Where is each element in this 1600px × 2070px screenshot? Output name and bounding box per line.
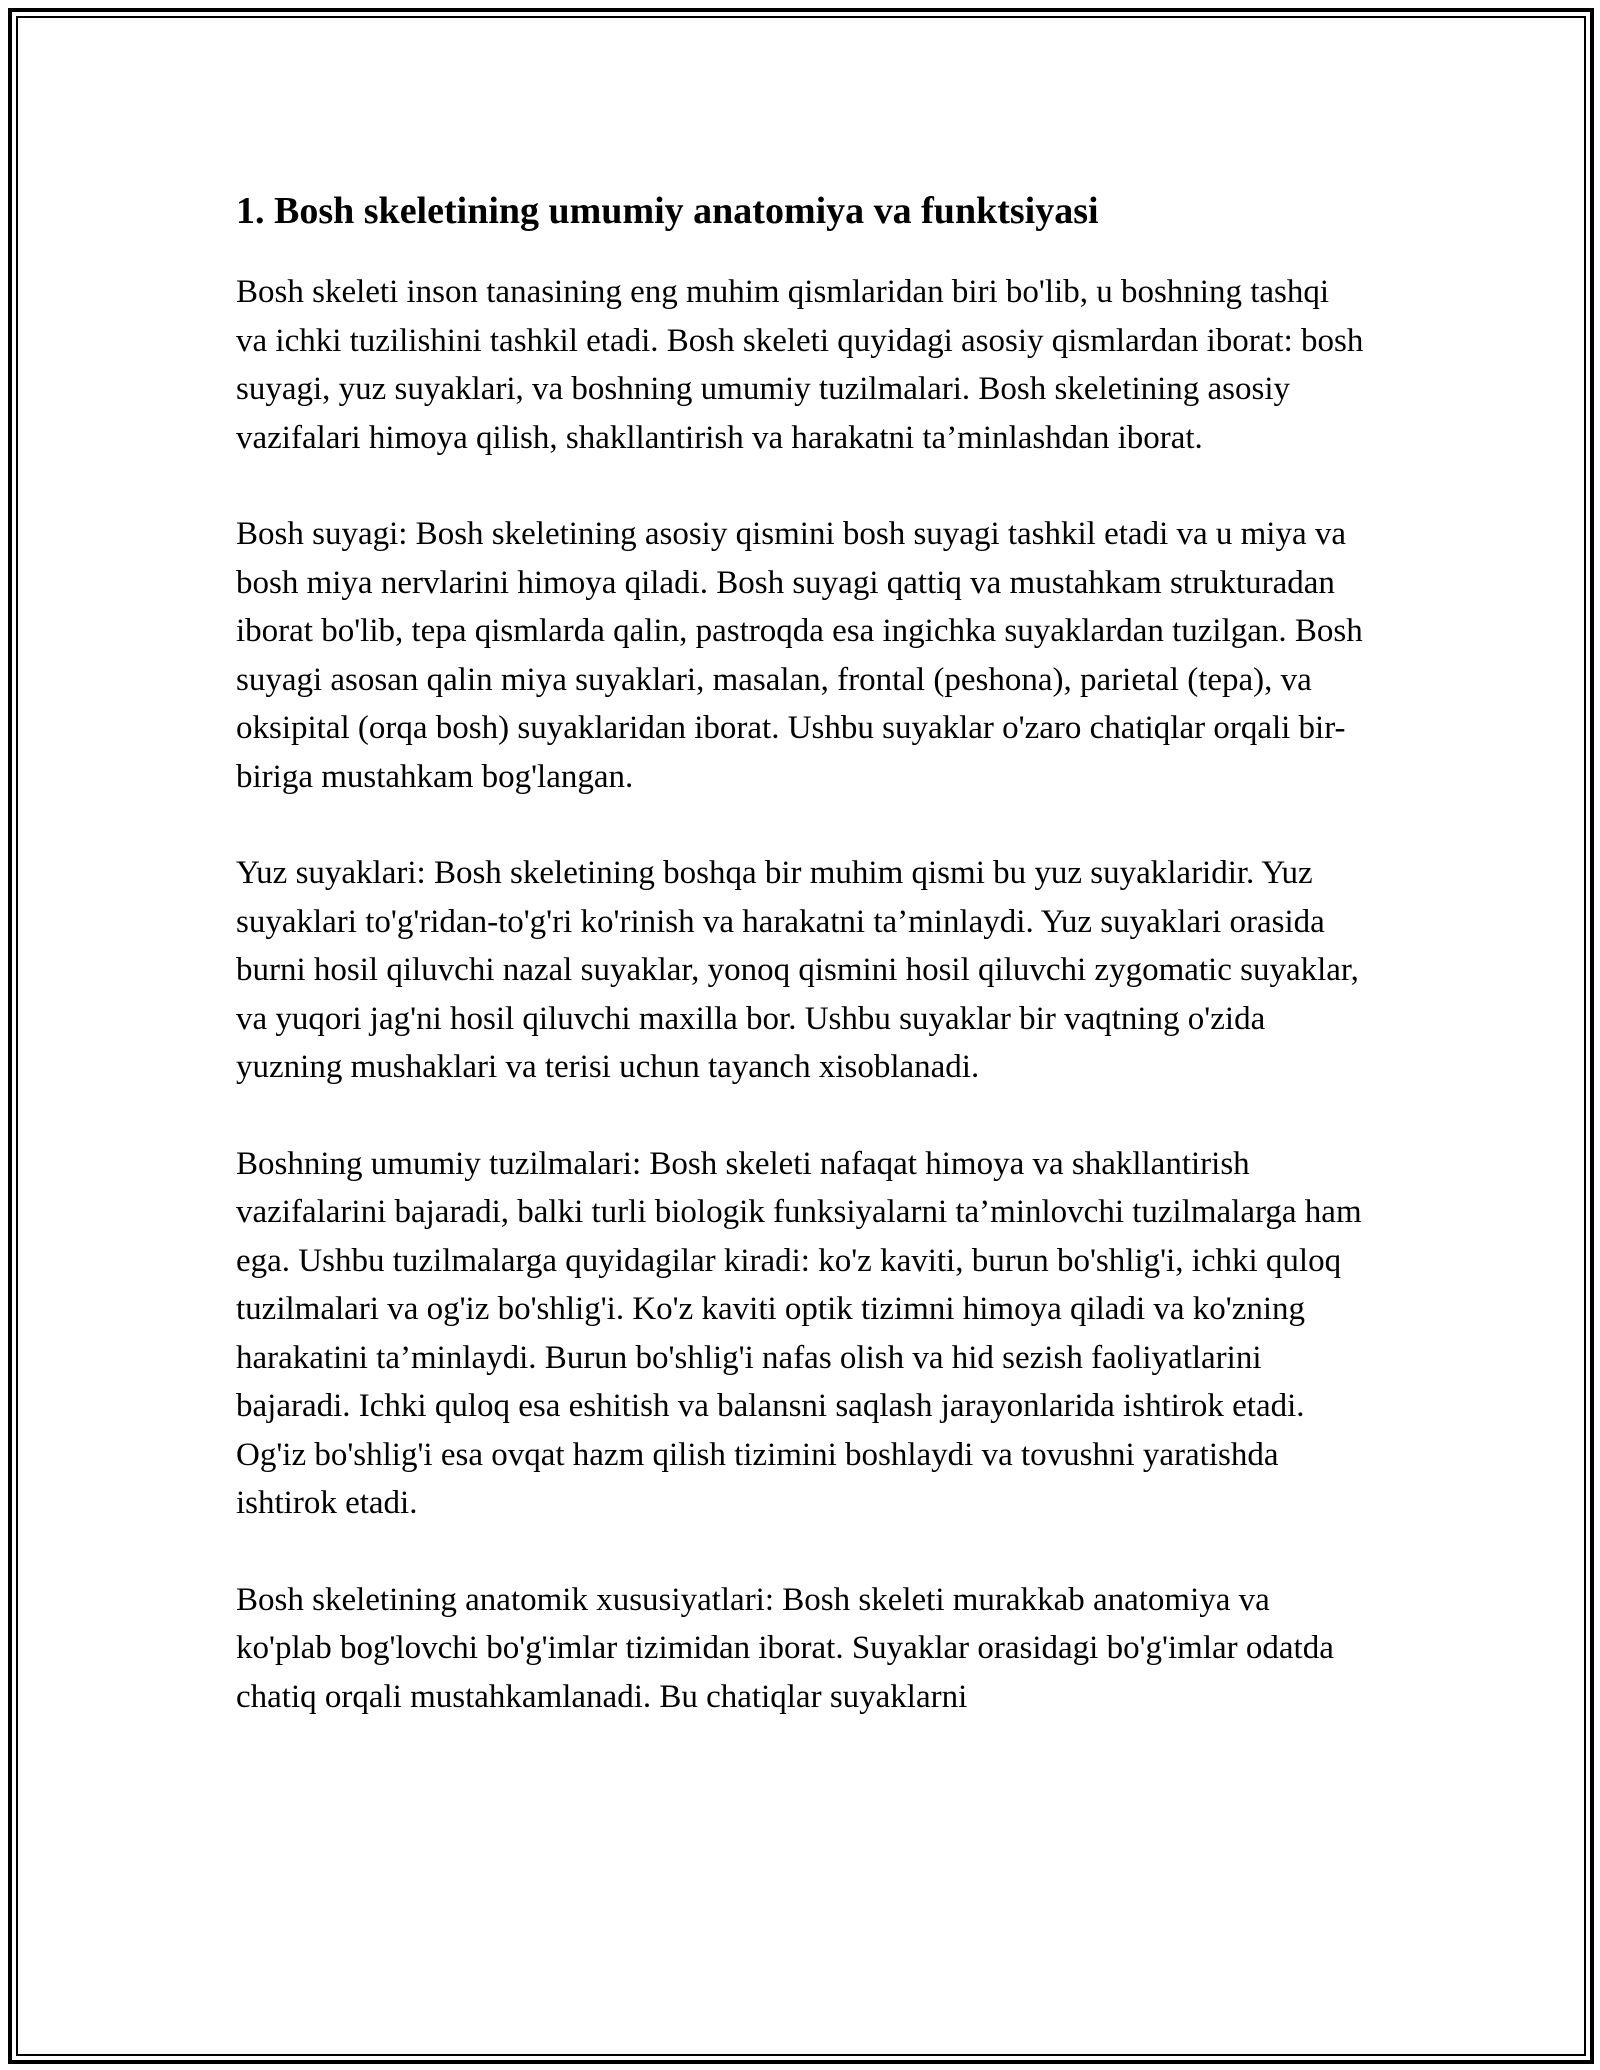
paragraph-yuz-suyaklari: Yuz suyaklari: Bosh skeletining boshqa bir muhim qismi bu yuz suyaklaridir. Yuz suyaklari to'g'ridan-to'g'ri ko'rinish va harakatni ta’minlaydi. Yuz suyaklari orasida burni hosil qiluvchi nazal suyaklar, yonoq qismini hosil qiluvchi zygomatic suyaklar, va yuqori jag'ni hosil qiluvchi maxilla bor. Ushbu suyaklar bir vaqtning o'zida yuzning mushaklari va terisi uchun tayanch xisoblanadi. — [236, 855, 1359, 1085]
paragraph-intro: Bosh skeleti inson tanasining eng muhim qismlaridan biri bo'lib, u boshning tashqi va ichki tuzilishini tashkil etadi. Bosh skeleti quyidagi asosiy qismlardan iborat: bosh suyagi, yuz suyaklari, va boshning umumiy tuzilmalari. Bosh skeletining asosiy vazifalari himoya qilish, shakllantirish va harakatni ta’minlashdan iborat. — [236, 274, 1364, 456]
paragraph-bosh-suyagi: Bosh suyagi: Bosh skeletining asosiy qismini bosh suyagi tashkil etadi va u miya va bosh miya nervlarini himoya qiladi. Bosh suyagi qattiq va mustahkam strukturadan iborat bo'lib, tepa qismlarda qalin, pastroqda esa ingichka suyaklardan tuzilgan. Bosh suyagi asosan qalin miya suyaklari, masalan, frontal (peshona), parietal (tepa), va oksipital (orqa bosh) suyaklaridan iborat. Ushbu suyaklar o'zaro chatiqlar orqali bir-biriga mustahkam bog'langan. — [236, 516, 1363, 795]
paragraph-anatomik-xususiyatlar: Bosh skeletining anatomik xususiyatlari: Bosh skeleti murakkab anatomiya va ko'plab bog'lovchi bo'g'imlar tizimidan iborat. Suyaklar orasidagi bo'g'imlar odatda chatiq orqali mustahkamlanadi. Bu chatiqlar suyaklarni — [236, 1581, 1334, 1715]
section-heading: 1. Bosh skeletining umumiy anatomiya va funktsiyasi — [236, 190, 1099, 232]
document-body — [236, 186, 1366, 1721]
paragraph-umumiy-tuzilmalar: Boshning umumiy tuzilmalari: Bosh skeleti nafaqat himoya va shakllantirish vazifalarini bajaradi, balki turli biologik funksiyalarni ta’minlovchi tuzilmalarga ham ega. Ushbu tuzilmalarga quyidagilar kiradi: ko'z kaviti, burun bo'shlig'i, ichki quloq tuzilmalari va og'iz bo'shlig'i. Ko'z kaviti optik tizimni himoya qiladi va ko'zning harakatini ta’minlaydi. Burun bo'shlig'i nafas olish va hid sezish faoliyatlarini bajaradi. Ichki quloq esa eshitish va balansni saqlash jarayonlarida ishtirok etadi. Og'iz bo'shlig'i esa ovqat hazm qilish tizimini boshlaydi va tovushni yaratishda ishtirok etadi. — [236, 1145, 1362, 1521]
